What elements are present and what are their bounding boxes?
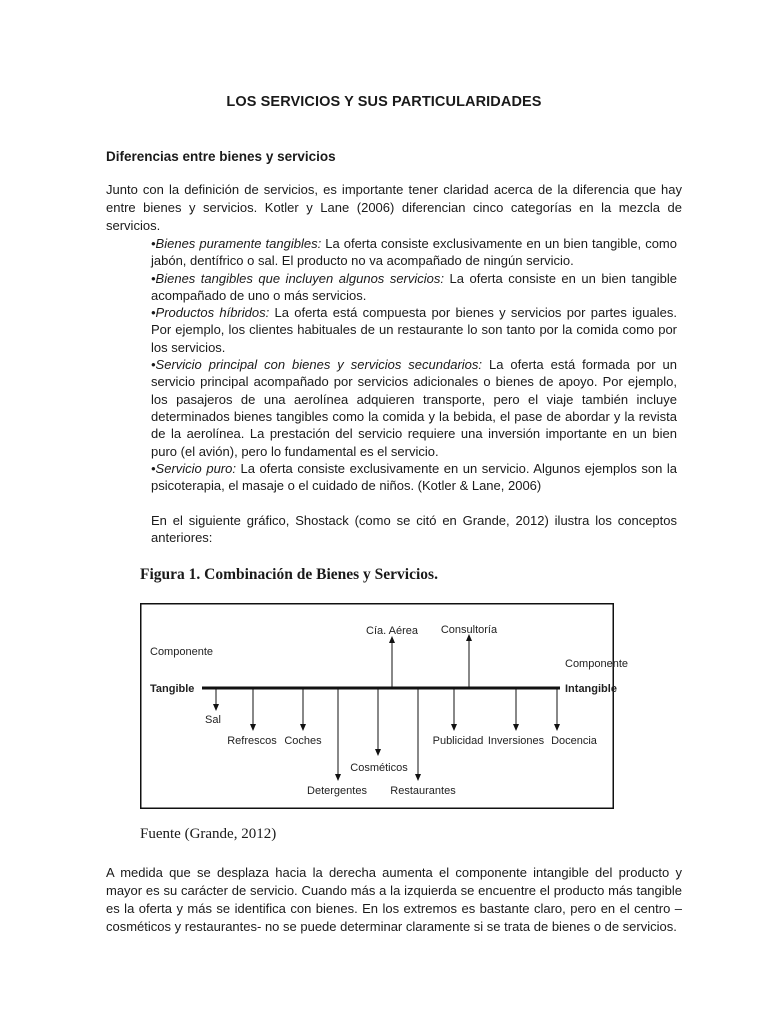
item-docencia: Docencia bbox=[551, 735, 597, 747]
figure-source: Fuente (Grande, 2012) bbox=[140, 826, 277, 842]
arrow-head-down bbox=[513, 724, 519, 731]
arrow-head-down bbox=[213, 704, 219, 711]
right-label-top: Componente bbox=[565, 658, 628, 670]
category-item bbox=[151, 235, 677, 270]
category-item bbox=[151, 356, 677, 460]
category-term: •Servicio principal con bienes y servicios secundarios: bbox=[151, 357, 483, 373]
category-text: La oferta consiste en un bien tangible acompañado de uno o más servicios. bbox=[151, 270, 678, 303]
arrow-head-down bbox=[375, 749, 381, 756]
category-item bbox=[151, 304, 677, 356]
left-label-top: Componente bbox=[150, 646, 213, 658]
item-restaurantes: Restaurantes bbox=[390, 785, 456, 797]
item-coches: Coches bbox=[284, 735, 322, 747]
arrow-head-down bbox=[300, 724, 306, 731]
category-item bbox=[151, 270, 677, 305]
item-cia-aerea: Cía. Aérea bbox=[366, 625, 418, 637]
section-heading: Diferencias entre bienes y servicios bbox=[106, 149, 336, 164]
category-text: La oferta consiste exclusivamente en un servicio. Algunos ejemplos son la psicoterapia, el masaje o el cuidado de niños. (Kotler & Lane, 2006) bbox=[151, 460, 678, 494]
figure-caption: Figura 1. Combinación de Bienes y Servicios. bbox=[140, 566, 438, 583]
page-title: LOS SERVICIOS Y SUS PARTICULARIDADES bbox=[226, 94, 542, 110]
goods-services-diagram bbox=[140, 603, 628, 809]
category-term: •Servicio puro: bbox=[151, 460, 236, 476]
category-text: La oferta está compuesta por bienes y servicios por partes iguales. Por ejemplo, los clientes habituales de un restaurante lo son tanto por la comida como por los servicios. bbox=[151, 305, 677, 355]
category-text: La oferta está formada por un servicio principal acompañado por servicios adicionales o bienes de apoyo. Por ejemplo, los pasajeros de una aerolínea adquieren transporte, pero el viaje también incluye determinados bienes tangibles como la comida y la bebida, el pase de abordar y la revista de la aerolínea. La prestación del servicio requiere una inversión importante en un bien puro (el avión), pero lo fundamental es el servicio. bbox=[151, 357, 677, 459]
arrow-head-down bbox=[335, 774, 341, 781]
goods-services-figure bbox=[140, 603, 628, 809]
item-refrescos: Refrescos bbox=[227, 735, 277, 747]
item-sal: Sal bbox=[205, 714, 221, 726]
category-term: •Productos híbridos: bbox=[151, 305, 270, 321]
arrow-head-down bbox=[415, 774, 421, 781]
arrow-head-up bbox=[389, 636, 395, 643]
arrow-head-down bbox=[250, 724, 256, 731]
category-term: •Bienes puramente tangibles: bbox=[151, 236, 322, 251]
item-consultoria: Consultoría bbox=[440, 624, 498, 636]
arrow-head-down bbox=[451, 724, 457, 731]
intro-paragraph: Junto con la definición de servicios, es importante tener claridad acerca de la diferencia que hay entre bienes y servicios. Kotler y Lane (2006) diferencian cinco categorías en la mezcla de servicios. bbox=[106, 182, 682, 233]
item-cosmeticos: Cosméticos bbox=[350, 762, 408, 774]
left-label-bottom: Tangible bbox=[150, 683, 195, 695]
category-text: La oferta consiste exclusivamente en un bien tangible, como jabón, dentífrico o sal. El producto no va acompañado de ningún servicio. bbox=[151, 236, 677, 269]
item-publicidad: Publicidad bbox=[432, 735, 484, 747]
category-item bbox=[151, 460, 677, 495]
closing-paragraph: A medida que se desplaza hacia la derecha aumenta el componente intangible del producto y mayor es su carácter de servicio. Cuando más a la izquierda se encuentre el producto más tangible es la oferta y más se identifica con bienes. En los extremos es bastante claro, pero en el centro –cosméticos y restaurantes- no se puede determinar claramente si se trata de bienes o de servicios. bbox=[106, 865, 682, 934]
item-inversiones: Inversiones bbox=[487, 735, 545, 747]
figure-intro-paragraph: En el siguiente gráfico, Shostack (como se citó en Grande, 2012) ilustra los conceptos anteriores: bbox=[151, 513, 677, 546]
arrow-head-down bbox=[554, 724, 560, 731]
item-detergentes: Detergentes bbox=[307, 785, 367, 797]
category-term: •Bienes tangibles que incluyen algunos servicios: bbox=[151, 270, 444, 286]
categories-list bbox=[151, 235, 677, 494]
right-label-bottom: Intangible bbox=[565, 683, 617, 695]
